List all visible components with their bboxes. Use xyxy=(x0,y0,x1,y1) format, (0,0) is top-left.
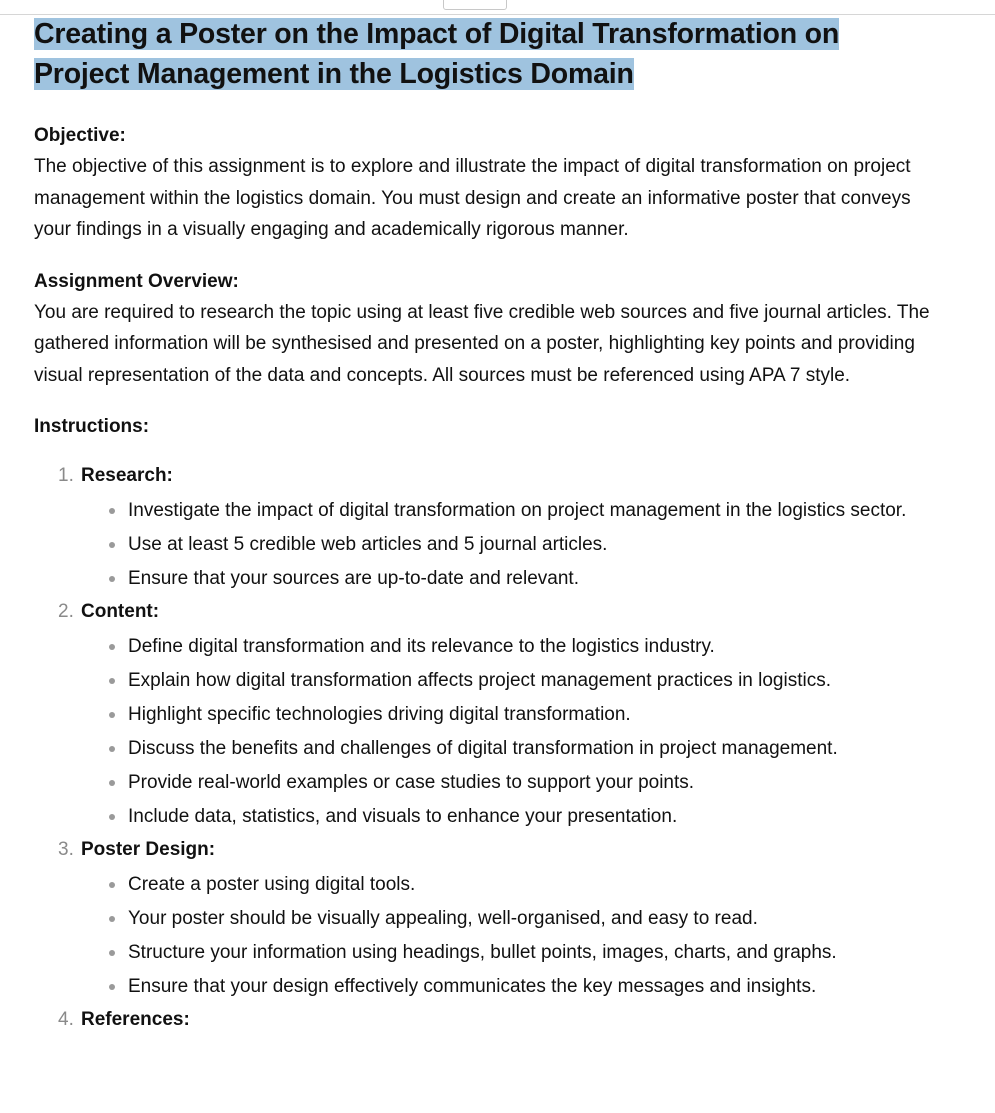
overview-text: You are required to research the topic using at least five credible web sources and five journal articles. The gathered information will be synthesised and presented on a poster, highlighting key points and providing visual representation of the data and concepts. All sources must be referenced using APA 7 style. xyxy=(34,301,930,386)
list-item: Provide real-world examples or case studies to support your points. xyxy=(81,765,934,799)
list-item: Highlight specific technologies driving digital transformation. xyxy=(81,697,934,731)
instructions-heading: Instructions: xyxy=(34,416,150,437)
bullet-dot xyxy=(109,678,115,684)
step-research xyxy=(34,459,934,595)
bullet-dot xyxy=(109,576,115,582)
overview-heading: Assignment Overview: xyxy=(34,270,239,292)
document-page xyxy=(34,14,934,1037)
bullet-dot xyxy=(109,508,115,514)
step-bullets xyxy=(81,493,934,595)
top-tab-handle[interactable] xyxy=(443,0,507,10)
page-title xyxy=(34,14,934,94)
step-title: Poster Design: xyxy=(81,839,216,860)
objective-text: The objective of this assignment is to explore and illustrate the impact of digital transformation on project management within the logistics domain. You must design and create an informative poster that conveys your findings in a visually engaging and academically rigorous manner. xyxy=(34,156,911,240)
list-item: Use at least 5 credible web articles and 5 journal articles. xyxy=(81,527,934,561)
list-item: Create a poster using digital tools. xyxy=(81,867,934,901)
bullet-dot xyxy=(109,950,115,956)
objective-heading: Objective: xyxy=(34,125,126,146)
title-line-2: Project Management in the Logistics Domain xyxy=(34,58,634,90)
bullet-dot xyxy=(109,746,115,752)
step-title: Content: xyxy=(81,601,160,622)
list-item: Structure your information using headings, bullet points, images, charts, and graphs. xyxy=(81,935,934,969)
step-content xyxy=(34,595,934,833)
instructions-list xyxy=(34,459,934,1037)
bullet-dot xyxy=(109,712,115,718)
bullet-dot xyxy=(109,780,115,786)
step-poster-design xyxy=(34,833,934,1003)
step-number: 3. xyxy=(58,839,74,860)
step-references xyxy=(34,1003,934,1037)
title-line-1: Creating a Poster on the Impact of Digital Transformation on xyxy=(34,18,840,50)
step-title: Research: xyxy=(81,465,173,486)
list-item: Ensure that your sources are up-to-date and relevant. xyxy=(81,561,934,595)
bullet-dot xyxy=(109,916,115,922)
list-item: Define digital transformation and its relevance to the logistics industry. xyxy=(81,629,934,663)
bullet-dot xyxy=(109,882,115,888)
step-number: 2. xyxy=(58,601,74,622)
step-number: 1. xyxy=(58,465,74,486)
list-item: Discuss the benefits and challenges of digital transformation in project management. xyxy=(81,731,934,765)
step-bullets xyxy=(81,629,934,833)
list-item: Your poster should be visually appealing, well-organised, and easy to read. xyxy=(81,901,934,935)
bullet-dot xyxy=(109,814,115,820)
step-number: 4. xyxy=(58,1009,74,1030)
bullet-dot xyxy=(109,542,115,548)
step-bullets xyxy=(81,867,934,1003)
bullet-dot xyxy=(109,644,115,650)
bullet-dot xyxy=(109,984,115,990)
list-item: Ensure that your design effectively communicates the key messages and insights. xyxy=(81,969,934,1003)
list-item: Explain how digital transformation affects project management practices in logistics. xyxy=(81,663,934,697)
step-title: References: xyxy=(81,1009,190,1030)
list-item: Investigate the impact of digital transformation on project management in the logistics sector. xyxy=(81,493,934,527)
list-item: Include data, statistics, and visuals to enhance your presentation. xyxy=(81,799,934,833)
